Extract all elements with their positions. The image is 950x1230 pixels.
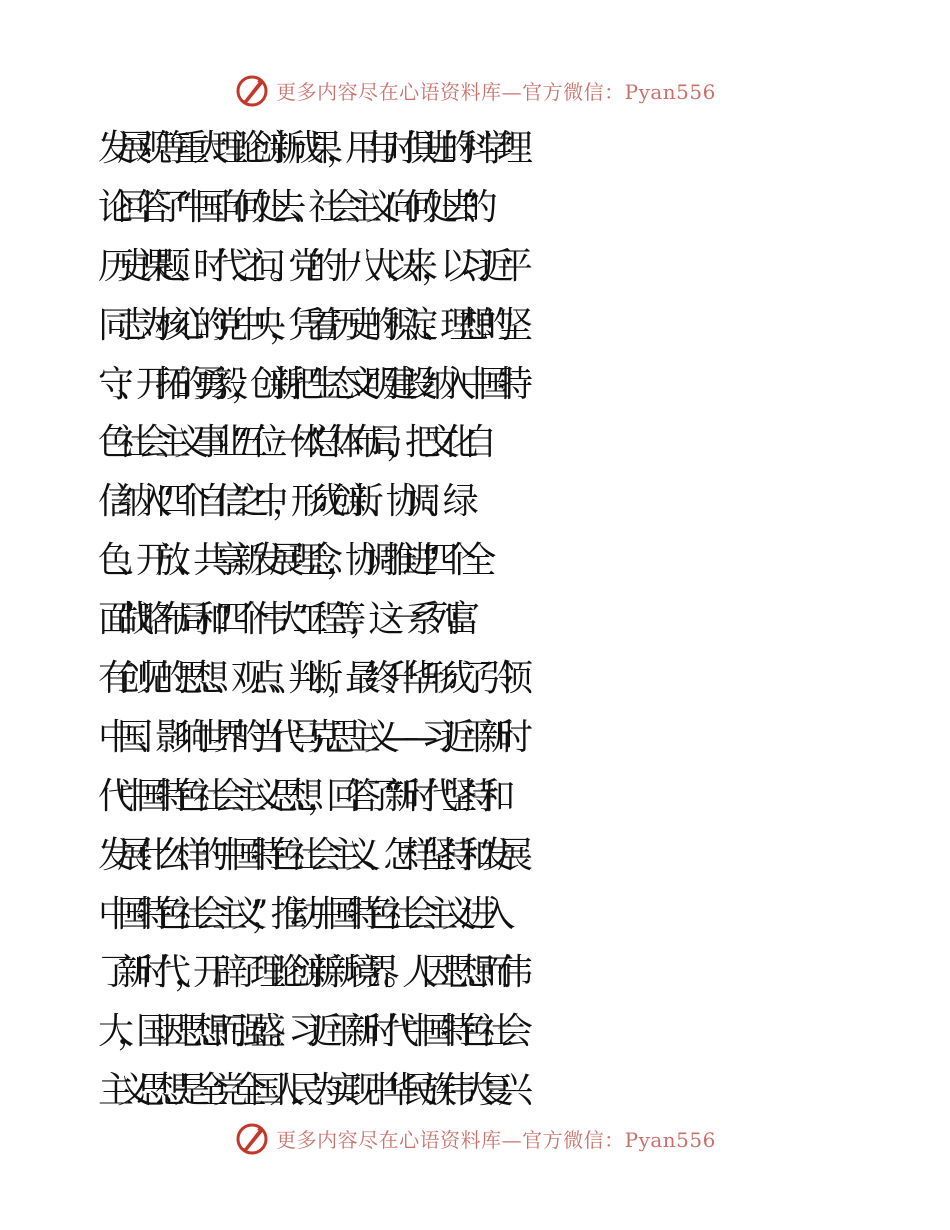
- footer-banner: [0, 1116, 950, 1160]
- text-line: 中国特色社会主义”，推动中国特色社会主义进入: [98, 893, 499, 935]
- text-line: 信纳入“四个自信”之中，形成创新、协调、绿: [98, 481, 462, 523]
- text-line: 面”战略布局和“四个伟大”工程等，这一系列富: [98, 599, 464, 641]
- header-banner-text: 更多内容尽在心语资料库—官方微信：Pyan556: [276, 79, 716, 104]
- text-line: 色、开放、共享新发展理念，协调推进“四个全: [98, 540, 480, 582]
- text-line: 守、开拓的勇毅，创新把生态文明建设纳入中国特: [98, 363, 517, 405]
- text-line: 历史课题、时代之问。党的十八大以来，以习近平: [98, 245, 517, 287]
- text-line: 大，国因思想而强盛。习近平新时代中国特色社会: [98, 1011, 517, 1053]
- text-line: 论回答了“中国向何处去、社会主义向何处去”的: [98, 186, 481, 228]
- text-line: 主义思想是全党全国人民为实现中华民族伟大复兴: [98, 1070, 517, 1112]
- footer-banner-text: 更多内容尽在心语资料库—官方微信：Pyan556: [276, 1127, 716, 1152]
- text-line: 中国、影响世界的当代马克思主义——习近平新时: [98, 716, 517, 758]
- quill-circle-logo-icon: [234, 1120, 270, 1156]
- text-line: 了新时代，开辟了理论创新新境界。人因思想而伟: [98, 952, 517, 994]
- document-body: [98, 120, 858, 1121]
- text-line: 有创见的思想、观点、判断，最终升华形成了引领: [98, 658, 517, 700]
- quill-circle-logo-icon: [234, 72, 270, 108]
- text-line: 发展观等重大理论创新成果，用与时俱进的科学理: [98, 128, 517, 169]
- text-line: 代中国特色社会主义思想，回答了“新时代坚持和: [98, 775, 499, 817]
- text-line: 发展什么样的中国特色社会主义、怎样坚持和发展: [98, 834, 517, 876]
- text-line: 色社会主义事业“五位一体”总体布局，把文化自: [98, 422, 481, 464]
- text-line: 同志为核心的党中央，凭着历史的积淀、理想的坚: [98, 304, 517, 346]
- header-banner: [0, 68, 950, 112]
